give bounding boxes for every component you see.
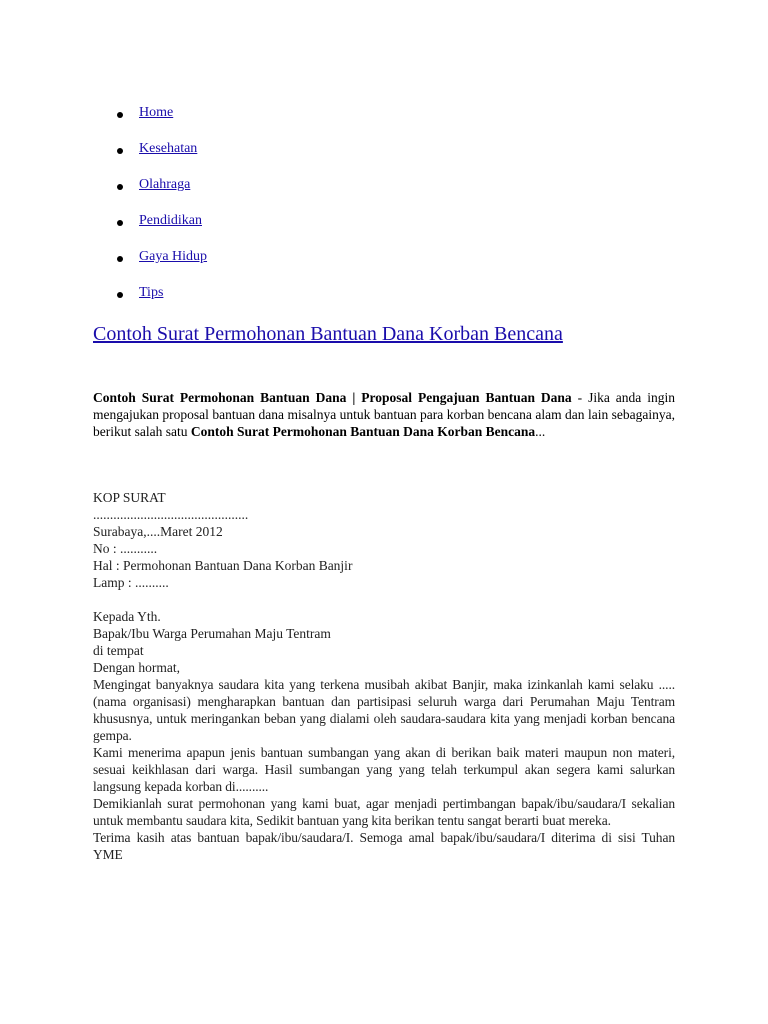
letter-number: No : ........... xyxy=(93,541,158,556)
intro-bold-lead: Contoh Surat Permohonan Bantuan Dana | Proposal Pengajuan Bantuan Dana xyxy=(93,390,572,405)
letter-paragraph-1: Mengingat banyaknya saudara kita yang terkena musibah akibat Banjir, maka izinkanlah kami selaku .....(nama organisasi) mengharapkan bantuan dan partisipasi seluruh warga dari Perumahan Maju Tentram khususnya, untuk meringankan beban yang dialami oleh saudara-saudara kita yang menjadi korban bencana gempa. xyxy=(93,677,675,743)
bullet-icon xyxy=(117,112,123,118)
letter-greeting: Dengan hormat, xyxy=(93,660,180,675)
spacer xyxy=(93,591,675,608)
letter-kepada: Kepada Yth. xyxy=(93,609,161,624)
intro-bold-tail: Contoh Surat Permohonan Bantuan Dana Korban Bencana xyxy=(190,424,536,439)
bullet-icon xyxy=(117,220,123,226)
bullet-icon xyxy=(117,292,123,298)
nav-link-pendidikan[interactable]: Pendidikan xyxy=(139,213,202,228)
letter-body xyxy=(93,489,675,863)
letter-attachment: Lamp : .......... xyxy=(93,575,169,590)
letter-recipient: Bapak/Ibu Warga Perumahan Maju Tentram xyxy=(93,626,331,641)
bullet-icon xyxy=(117,256,123,262)
letter-paragraph-4: Terima kasih atas bantuan bapak/ibu/saudara/I. Semoga amal bapak/ibu/saudara/I diterima di sisi Tuhan YME xyxy=(93,830,675,862)
letter-paragraph-3: Demikianlah surat permohonan yang kami buat, agar menjadi pertimbangan bapak/ibu/saudara/I sekalian untuk membantu saudara kita, Sedikit bantuan yang kita berikan tentu sangat berarti buat mereka. xyxy=(93,796,675,828)
nav-link-home[interactable]: Home xyxy=(139,105,174,120)
intro-text: - Jika anda ingin mengajukan proposal bantuan dana misalnya untuk bantuan para korban bencana alam dan lain sebagainya, berikut salah satu xyxy=(93,390,675,439)
letter-paragraph-2: Kami menerima apapun jenis bantuan sumbangan yang akan di berikan baik materi maupun non materi, sesuai keikhlasan dari warga. Hasil sumbangan yang yang telah terkumpul akan segera kami salurkan langsung kepada korban di.......... xyxy=(93,745,675,794)
nav-link-olahraga[interactable]: Olahraga xyxy=(139,177,191,192)
letter-kop: KOP SURAT xyxy=(93,490,166,505)
letter-date: Surabaya,....Maret 2012 xyxy=(93,524,223,539)
nav-link-gaya-hidup[interactable]: Gaya Hidup xyxy=(139,249,208,264)
letter-subject: Hal : Permohonan Bantuan Dana Korban Banjir xyxy=(93,558,353,573)
letter-dots: .............................................. xyxy=(93,507,249,522)
article-intro xyxy=(93,389,675,440)
letter-place: di tempat xyxy=(93,643,144,658)
nav-link-kesehatan[interactable]: Kesehatan xyxy=(139,141,198,156)
bullet-icon xyxy=(117,148,123,154)
bullet-icon xyxy=(117,184,123,190)
article-title-link[interactable]: Contoh Surat Permohonan Bantuan Dana Korban Bencana xyxy=(93,323,563,345)
intro-ellipsis: ... xyxy=(535,424,546,439)
nav-link-tips[interactable]: Tips xyxy=(139,285,164,300)
article-title xyxy=(93,321,693,347)
